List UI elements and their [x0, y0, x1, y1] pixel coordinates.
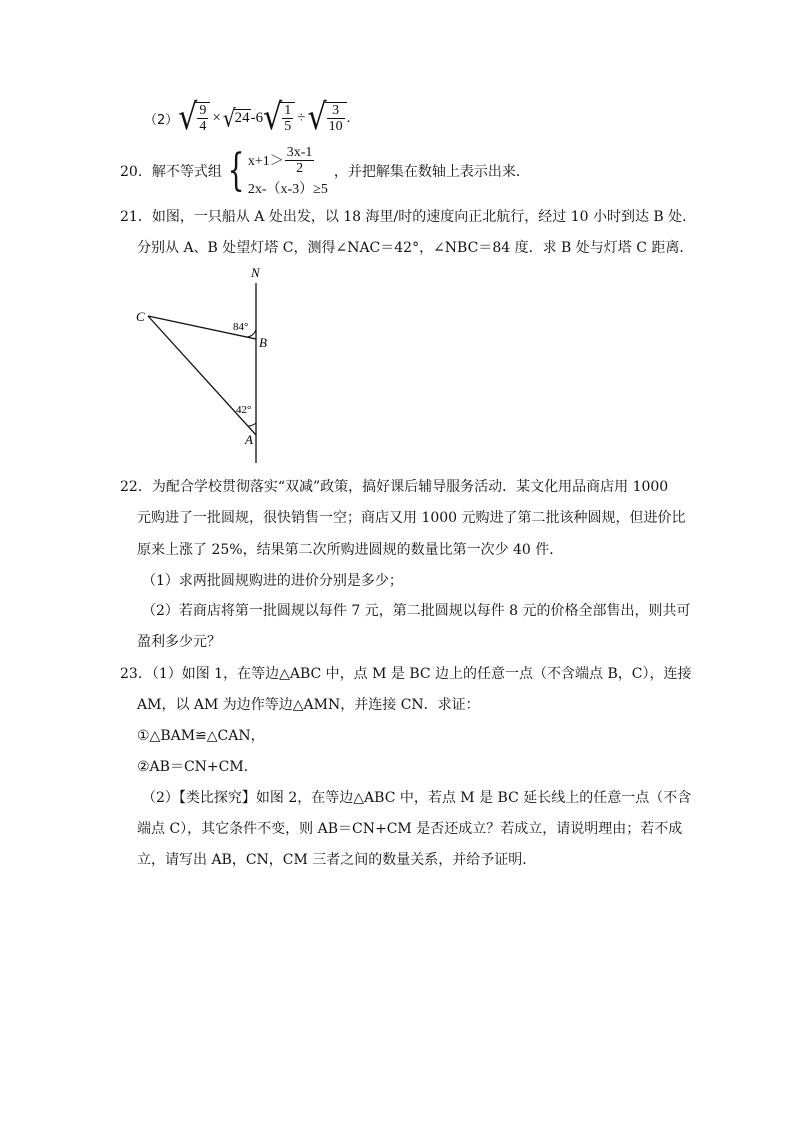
angle-arc-A [248, 423, 256, 426]
q21-line2: 分别从 A、B 处望灯塔 C，测得∠NAC＝42°，∠NBC＝84 度．求 B 处与灯塔 C 距离． [137, 240, 694, 256]
ineq1-fraction [285, 145, 315, 176]
sqrt-24: √24 [222, 103, 250, 133]
q23-item1: ①△BAM≌△CAN， [137, 728, 265, 744]
q22-sub2b: 盈利多少元？ [137, 634, 221, 650]
inequality-2: 2x-（x-3）≥5 [247, 181, 328, 197]
frac-den: 2 [296, 160, 304, 176]
q23-line1: 23．（1）如图 1，在等边△ABC 中，点 M 是 BC 边上的任意一点（不含端点 B，C），连接 [120, 666, 692, 682]
period: . [346, 109, 351, 126]
q23-sub2a: （2）【类比探究】如图 2，在等边△ABC 中，若点 M 是 BC 延长线上的任意一点（不含 [142, 790, 692, 806]
angle-label-B: 84° [233, 321, 249, 333]
sqrt-3-10: √ $\frac{3}{10}$ [307, 102, 346, 134]
frac-num: 9 [199, 103, 207, 118]
times-sign: × [212, 109, 221, 126]
frac-den: 5 [284, 119, 292, 134]
q22-sub2a: （2）若商店将第一批圆规以每件 7 元，第二批圆规以每件 8 元的价格全部售出，则共可 [142, 603, 691, 619]
angle-label-A: 42° [236, 404, 252, 416]
frac-num: 3x-1 [286, 144, 313, 160]
label-N: N [251, 265, 260, 280]
q23-line2: AM，以 AM 为边作等边△AMN，并连接 CN．求证： [137, 697, 480, 713]
brace: { [227, 145, 245, 196]
q23-item2: ②AB＝CN+CM． [137, 759, 258, 775]
minus-six: -6 [250, 109, 264, 126]
label-B: B [259, 335, 267, 350]
frac-num: 3 [327, 103, 345, 119]
q21-figure [130, 265, 290, 465]
q21-line1: 21．如图，一只船从 A 处出发，以 18 海里/时的速度向正北航行，经过 10 小时到达 B 处． [120, 209, 697, 225]
q23-sub2b: 端点 C），其它条件不变，则 AB＝CN+CM 是否还成立？若成立，请说明理由；若不成 [137, 821, 683, 837]
sqrt-9-4: √ $\frac{9}{4}$ [178, 102, 210, 134]
label-A: A [245, 432, 253, 447]
q22-line2: 元购进了一批圆规，很快销售一空；商店又用 1000 元购进了第二批该种圆规，但进价比 [137, 510, 686, 526]
label-C: C [136, 309, 145, 324]
q22-line1: 22．为配合学校贯彻落实“双减”政策，搞好课后辅导服务活动．某文化用品商店用 1000 [120, 479, 669, 495]
q20-text: 解不等式组 [151, 164, 222, 180]
q20-after: ，并把解集在数轴上表示出来． [333, 164, 530, 180]
inequality-1 [248, 145, 328, 176]
q19-2-expression [144, 98, 350, 138]
q23-sub2c: 立，请写出 AB，CN，CM 三者之间的数量关系，并给予证明． [137, 852, 537, 868]
frac-den: 10 [328, 119, 343, 134]
q19-2-label: （2） [144, 112, 179, 128]
q20-line [120, 145, 530, 197]
frac-num: 1 [284, 103, 292, 118]
ineq1-left: x+1＞ [247, 154, 284, 169]
frac-den: 4 [199, 119, 207, 134]
divide-sign: ÷ [297, 109, 306, 126]
inequality-system [248, 145, 328, 198]
q22-sub1: （1）求两批圆规购进的进价分别是多少； [142, 573, 403, 589]
sqrt-1-5: √ $\frac{1}{5}$ [263, 102, 295, 134]
radicand-24: 24 [234, 110, 250, 126]
q20-number: 20． [120, 164, 152, 180]
q22-line3: 原来上涨了 25%，结果第二次所购进圆规的数量比第一次少 40 件． [137, 542, 564, 558]
segment-CA [148, 316, 256, 435]
